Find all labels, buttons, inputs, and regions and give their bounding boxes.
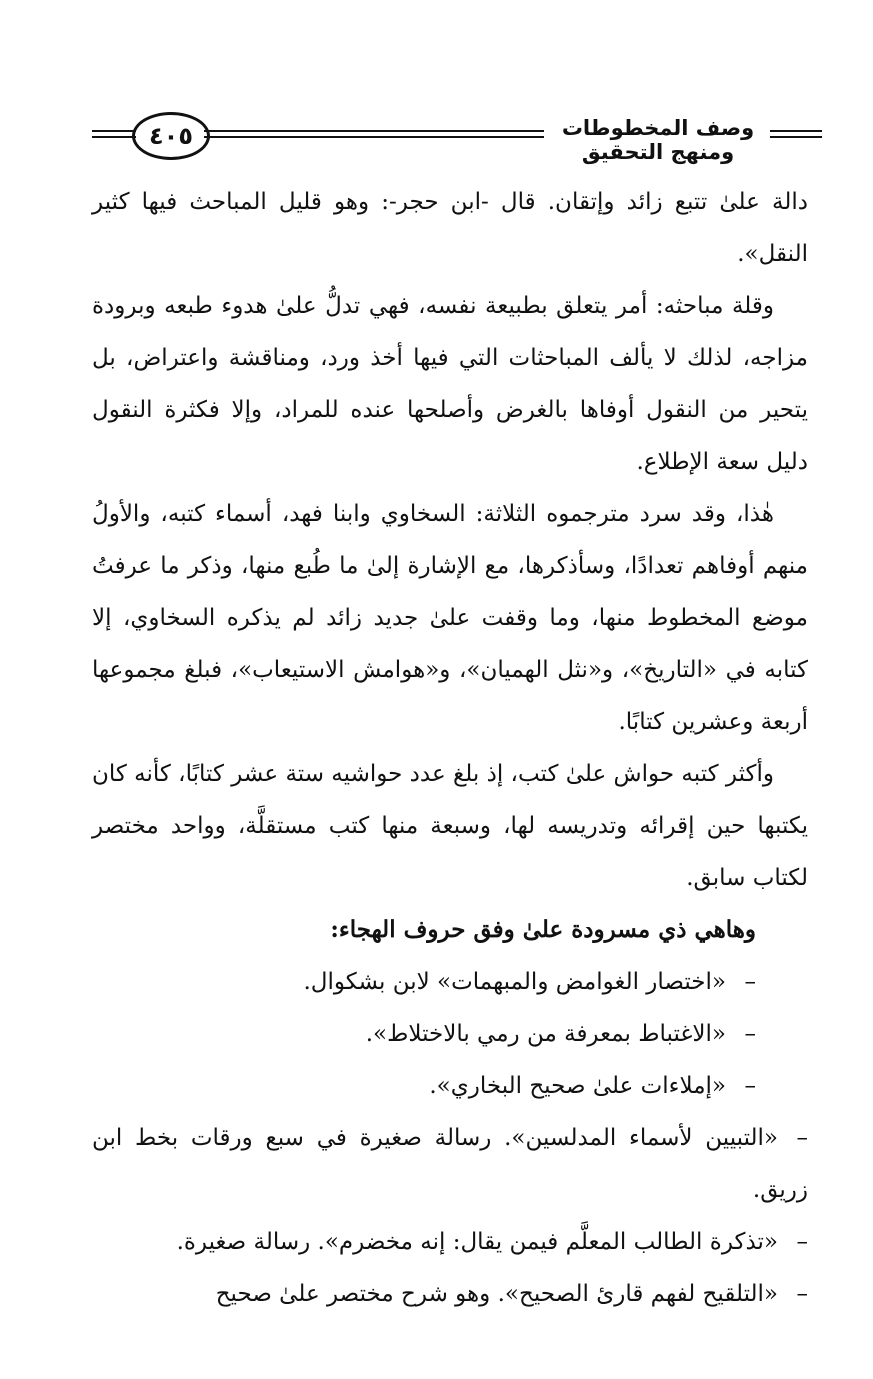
running-title: وصف المخطوطات ومنهج التحقيق (561, 116, 755, 164)
list-item-text: «التلقيح لفهم قارئ الصحيح». وهو شرح مختصر علىٰ صحيح (215, 1281, 778, 1307)
list-item (92, 1008, 808, 1060)
list-item-text: «تذكرة الطالب المعلَّم فيمن يقال: إنه مخضرم». رسالة صغيرة. (176, 1229, 778, 1255)
paragraph-3: هٰذا، وقد سرد مترجموه الثلاثة: السخاوي وابنا فهد، أسماء كتبه، والأولُ منهم أوفاهم تعدادًا، وسأذكرها، مع الإشارة إلىٰ ما طُبع منها، وذكر ما عرفتُ موضع المخطوط منها، وما وقفت علىٰ جديد زائد لم يذكره السخاوي، إلا كتابه في «التاريخ»، و«نثل الهميان»، و«هوامش الاستيعاب»، فبلغ مجموعها أربعة وعشرين كتابًا. (92, 501, 808, 735)
list-item (92, 1060, 808, 1112)
list-item (92, 1268, 808, 1320)
list-item (92, 956, 808, 1008)
header-rule-right (770, 130, 822, 138)
header-rule-middle (204, 130, 544, 138)
list-dash: – (744, 1021, 756, 1047)
list-item (92, 1216, 808, 1268)
list-dash: – (744, 1073, 756, 1099)
paragraph-4: وأكثر كتبه حواش علىٰ كتب، إذ بلغ عدد حواشيه ستة عشر كتابًا، كأنه كان يكتبها حين إقرائه وتدريسه لها، وسبعة منها كتب مستقلَّة، وواحد مختصر لكتاب سابق. (92, 761, 808, 891)
list-dash: – (796, 1281, 808, 1307)
list-item-text: «إملاءات علىٰ صحيح البخاري». (429, 1073, 726, 1099)
paragraph-1: دالة علىٰ تتبع زائد وإتقان. قال -ابن حجر-: وهو قليل المباحث فيها كثير النقل». (92, 189, 808, 267)
list-item-text: «اختصار الغوامض والمبهمات» لابن بشكوال. (303, 969, 726, 995)
list-item-text: «الاغتباط بمعرفة من رمي بالاختلاط». (365, 1021, 726, 1047)
list-dash: – (744, 969, 756, 995)
list-item-text: «التبيين لأسماء المدلسين». رسالة صغيرة في سبع ورقات بخط ابن زريق. (92, 1125, 808, 1203)
page-number: ٤٠٥ (132, 112, 210, 160)
paragraph-2: وقلة مباحثه: أمر يتعلق بطبيعة نفسه، فهي تدلُّ علىٰ هدوء طبعه وبرودة مزاجه، لذلك لا يألف المباحثات التي فيها أخذ ورد، ومناقشة واعتراض، بل يتحير من النقول أوفاها بالغرض وأصلحها عنده للمراد، وإلا فكثرة النقول دليل سعة الإطلاع. (92, 293, 808, 475)
running-header (92, 106, 822, 162)
header-rule-left (92, 130, 136, 138)
page-body (92, 176, 808, 1320)
list-dash: – (796, 1125, 808, 1151)
list-item (92, 1112, 808, 1216)
list-dash: – (796, 1229, 808, 1255)
list-heading: وهاهي ذي مسرودة علىٰ وفق حروف الهجاء: (330, 916, 756, 943)
